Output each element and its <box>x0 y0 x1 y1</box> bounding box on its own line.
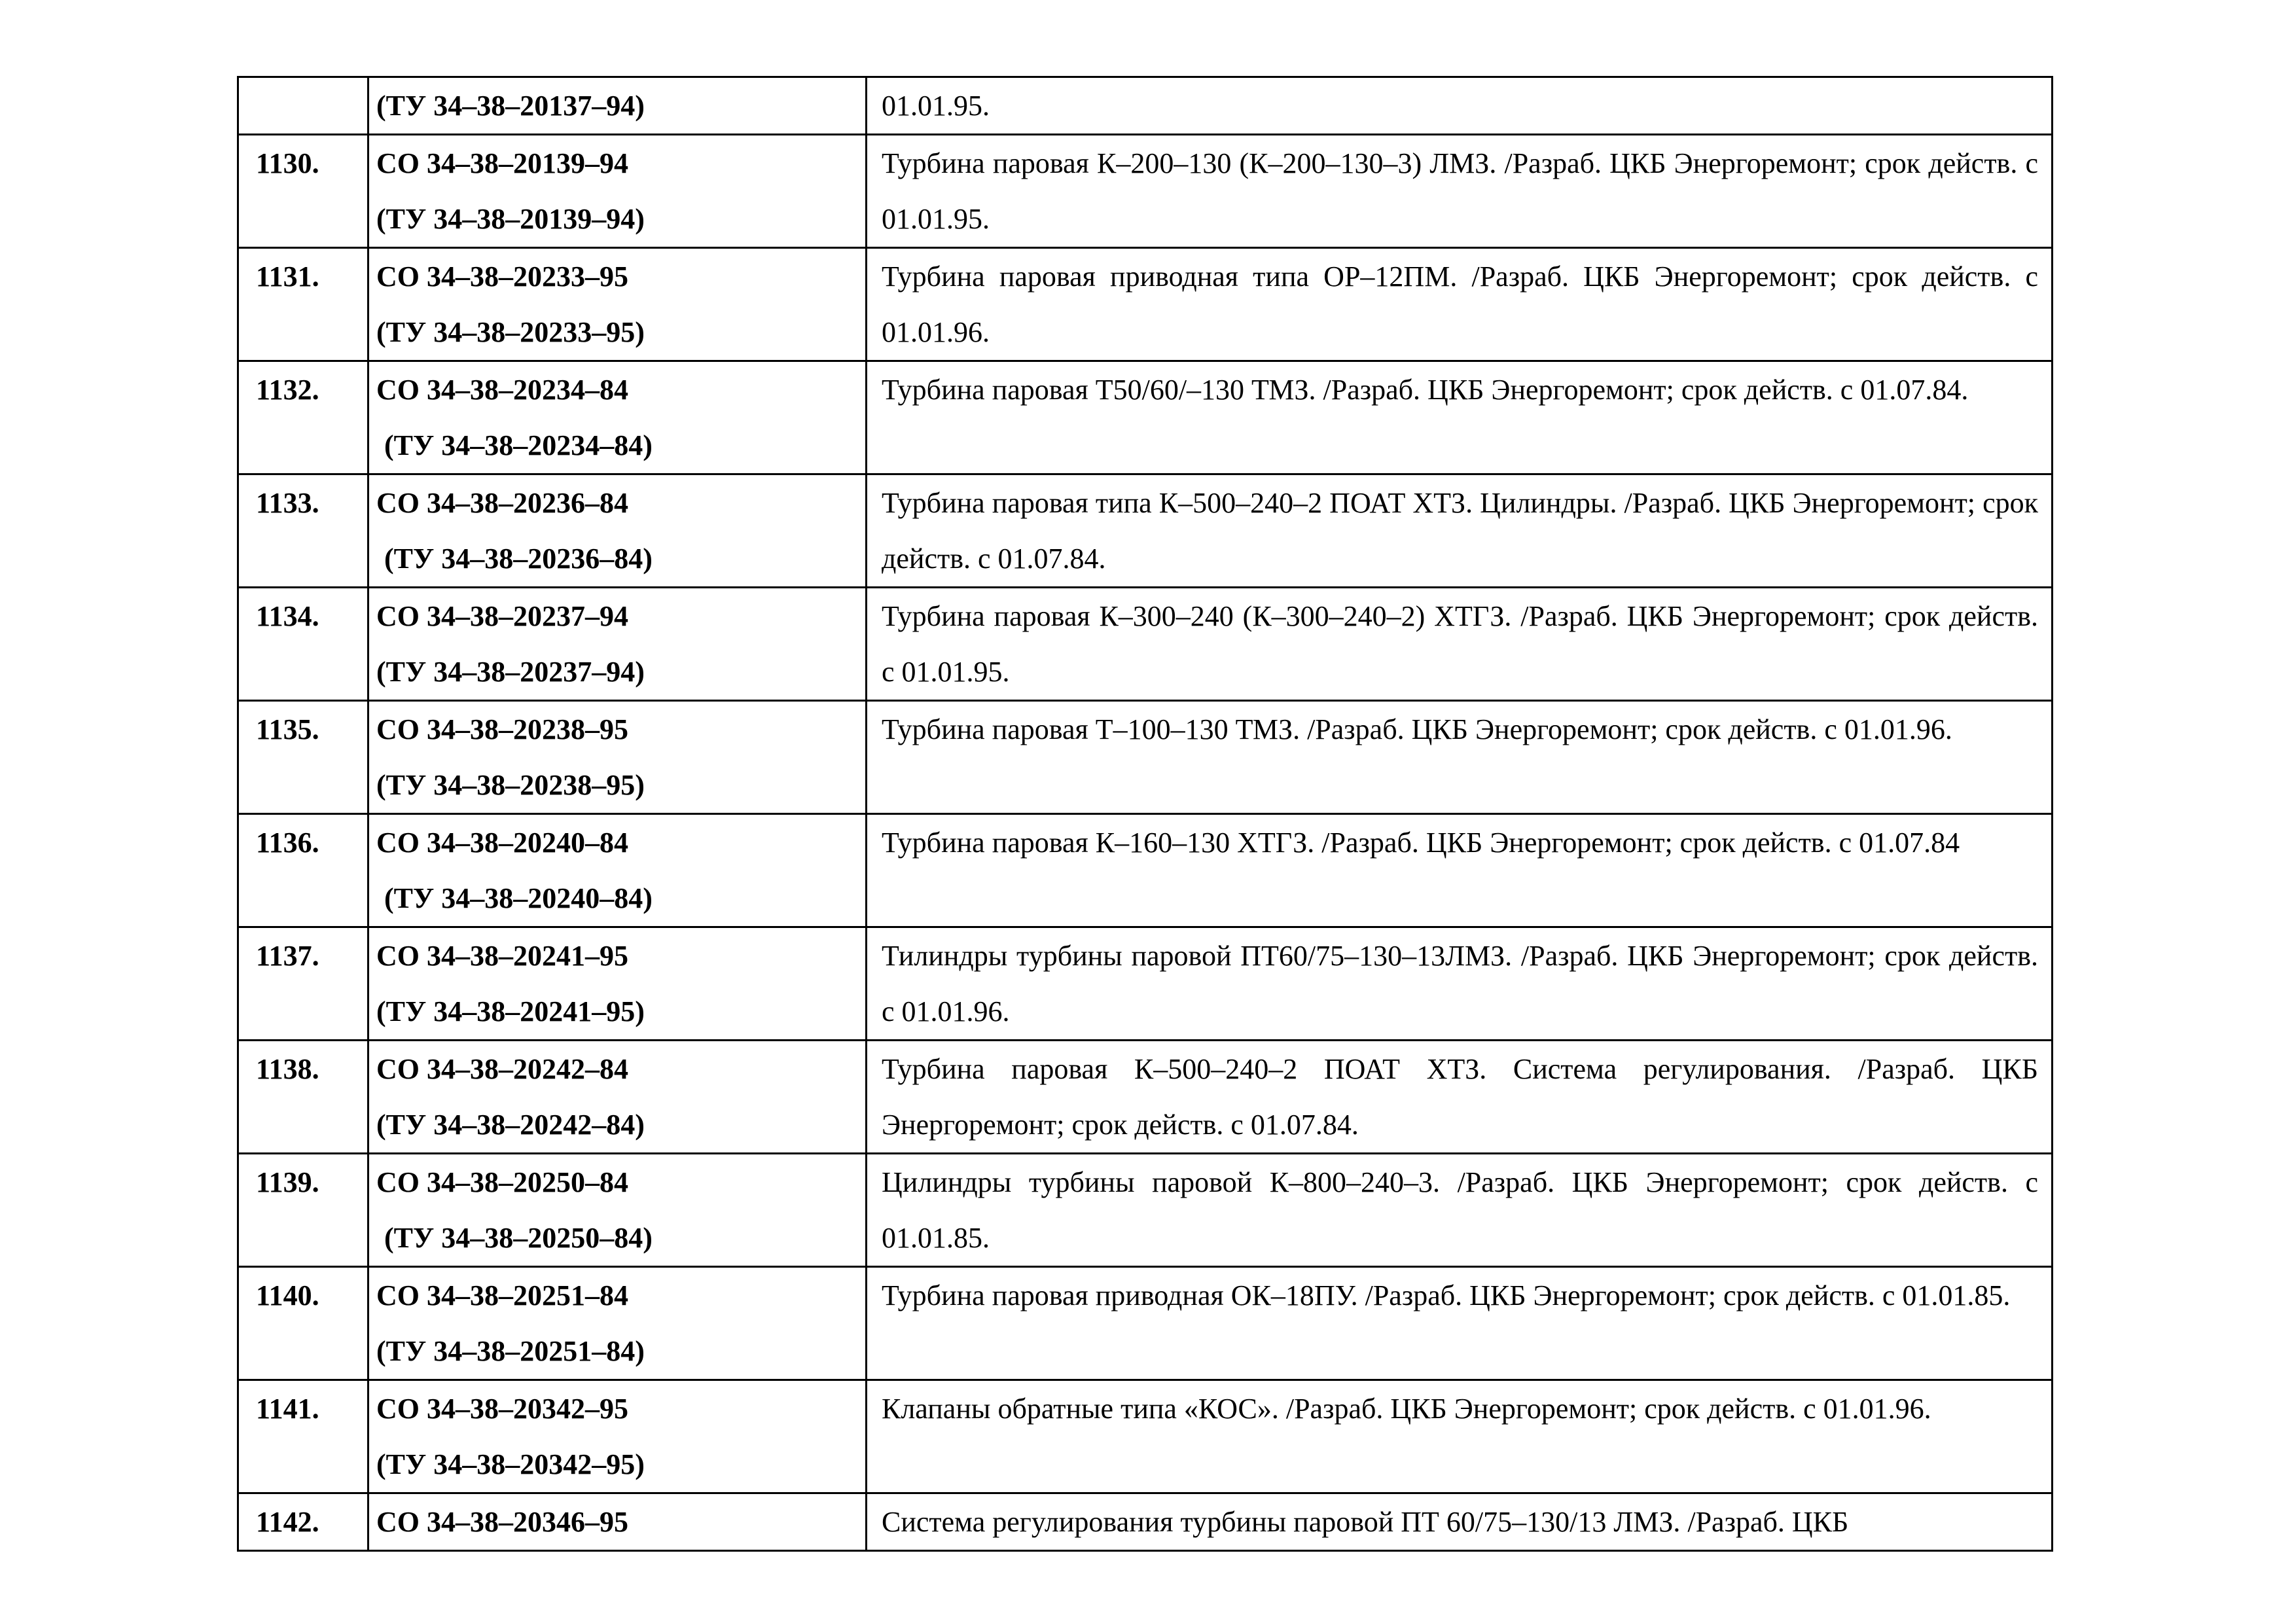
row-number: 1139. <box>238 1154 368 1267</box>
description-text: Клапаны обратные типа «КОС». /Разраб. ЦКБ Энергоремонт; срок действ. с 01.01.96. <box>882 1393 1931 1425</box>
so-code: СО 34–38–20241–95 <box>376 940 628 972</box>
table-row <box>238 1380 2053 1493</box>
standards-table <box>237 76 2053 1552</box>
row-number: 1138. <box>238 1041 368 1154</box>
description-text: Турбина паровая Т–100–130 ТМЗ. /Разраб. ЦКБ Энергоремонт; срок действ. с 01.01.96. <box>882 713 1952 745</box>
document-codes <box>368 588 867 701</box>
description-text: Турбина паровая Т50/60/–130 ТМЗ. /Разраб. ЦКБ Энергоремонт; срок действ. с 01.07.84. <box>882 374 1969 406</box>
so-code: СО 34–38–20236–84 <box>376 487 628 519</box>
description-text: Турбина паровая К–160–130 ХТГЗ. /Разраб. ЦКБ Энергоремонт; срок действ. с 01.07.84 <box>882 827 1960 859</box>
table-row <box>238 927 2053 1041</box>
table-row <box>238 248 2053 361</box>
document-codes <box>368 1380 867 1493</box>
table-row <box>238 1267 2053 1380</box>
table-row <box>238 77 2053 135</box>
document-description <box>867 588 2053 701</box>
row-number: 1141. <box>238 1380 368 1493</box>
so-code: СО 34–38–20346–95 <box>376 1506 628 1538</box>
document-codes <box>368 248 867 361</box>
document-description <box>867 248 2053 361</box>
description-text: 01.01.95. <box>882 90 990 122</box>
document-codes <box>368 1267 867 1380</box>
document-description <box>867 474 2053 588</box>
so-code: СО 34–38–20234–84 <box>376 374 628 406</box>
document-codes <box>368 814 867 927</box>
document-codes <box>368 77 867 135</box>
description-text: Турбина паровая К–200–130 (К–200–130–3) ЛМЗ. /Разраб. ЦКБ Энергоремонт; срок действ. с 01.01.95. <box>882 147 2038 235</box>
row-number: 1140. <box>238 1267 368 1380</box>
row-number: 1131. <box>238 248 368 361</box>
description-text: Турбина паровая К–300–240 (К–300–240–2) ХТГЗ. /Разраб. ЦКБ Энергоремонт; срок действ. с 01.01.95. <box>882 600 2038 688</box>
table-row <box>238 1041 2053 1154</box>
so-code: СО 34–38–20250–84 <box>376 1166 628 1198</box>
table-row <box>238 1493 2053 1551</box>
tu-code: (ТУ 34–38–20139–94) <box>376 203 645 235</box>
tu-code: (ТУ 34–38–20342–95) <box>376 1448 645 1480</box>
table-row <box>238 1154 2053 1267</box>
document-description <box>867 1493 2053 1551</box>
document-description <box>867 361 2053 474</box>
document-description <box>867 1380 2053 1493</box>
document-description <box>867 1041 2053 1154</box>
row-number: 1137. <box>238 927 368 1041</box>
so-code: СО 34–38–20139–94 <box>376 147 628 179</box>
row-number: 1133. <box>238 474 368 588</box>
tu-code: (ТУ 34–38–20241–95) <box>376 995 645 1027</box>
document-description <box>867 1154 2053 1267</box>
document-description <box>867 927 2053 1041</box>
row-number <box>238 77 368 135</box>
row-number: 1136. <box>238 814 368 927</box>
document-description <box>867 814 2053 927</box>
document-description <box>867 1267 2053 1380</box>
description-text: Турбина паровая типа К–500–240–2 ПОАТ ХТЗ. Цилиндры. /Разраб. ЦКБ Энергоремонт; срок действ. с 01.07.84. <box>882 487 2038 575</box>
description-text: Турбина паровая приводная ОК–18ПУ. /Разраб. ЦКБ Энергоремонт; срок действ. с 01.01.85. <box>882 1279 2011 1311</box>
document-description <box>867 701 2053 814</box>
tu-code: (ТУ 34–38–20250–84) <box>384 1222 653 1254</box>
tu-code: (ТУ 34–38–20242–84) <box>376 1109 645 1141</box>
document-codes <box>368 927 867 1041</box>
document-codes <box>368 135 867 248</box>
tu-code: (ТУ 34–38–20240–84) <box>384 882 653 914</box>
row-number: 1142. <box>238 1493 368 1551</box>
tu-code: (ТУ 34–38–20251–84) <box>376 1335 645 1367</box>
document-codes <box>368 1041 867 1154</box>
table-row <box>238 814 2053 927</box>
so-code: СО 34–38–20238–95 <box>376 713 628 745</box>
so-code: СО 34–38–20342–95 <box>376 1393 628 1425</box>
standards-table-body <box>238 77 2053 1551</box>
tu-code: (ТУ 34–38–20237–94) <box>376 656 645 688</box>
tu-code: (ТУ 34–38–20233–95) <box>376 316 645 348</box>
tu-code: (ТУ 34–38–20234–84) <box>384 429 653 461</box>
description-text: Турбина паровая К–500–240–2 ПОАТ ХТЗ. Система регулирования. /Разраб. ЦКБ Энергоремонт; срок действ. с 01.07.84. <box>882 1053 2038 1141</box>
document-codes <box>368 474 867 588</box>
so-code: СО 34–38–20237–94 <box>376 600 628 632</box>
tu-code: (ТУ 34–38–20137–94) <box>376 90 645 122</box>
description-text: Цилиндры турбины паровой К–800–240–3. /Разраб. ЦКБ Энергоремонт; срок действ. с 01.01.85. <box>882 1166 2038 1254</box>
row-number: 1135. <box>238 701 368 814</box>
row-number: 1130. <box>238 135 368 248</box>
document-codes <box>368 361 867 474</box>
document-description <box>867 135 2053 248</box>
tu-code: (ТУ 34–38–20238–95) <box>376 769 645 801</box>
table-row <box>238 588 2053 701</box>
description-text: Тилиндры турбины паровой ПТ60/75–130–13ЛМЗ. /Разраб. ЦКБ Энергоремонт; срок действ. с 01.01.96. <box>882 940 2038 1027</box>
so-code: СО 34–38–20240–84 <box>376 827 628 859</box>
row-number: 1132. <box>238 361 368 474</box>
description-text: Турбина паровая приводная типа ОР–12ПМ. /Разраб. ЦКБ Энергоремонт; срок действ. с 01.01.96. <box>882 260 2038 348</box>
description-text: Система регулирования турбины паровой ПТ 60/75–130/13 ЛМЗ. /Разраб. ЦКБ <box>882 1506 1849 1538</box>
document-codes <box>368 701 867 814</box>
document-codes <box>368 1493 867 1551</box>
tu-code: (ТУ 34–38–20236–84) <box>384 543 653 575</box>
so-code: СО 34–38–20242–84 <box>376 1053 628 1085</box>
table-row <box>238 474 2053 588</box>
so-code: СО 34–38–20251–84 <box>376 1279 628 1311</box>
table-row <box>238 701 2053 814</box>
table-row <box>238 361 2053 474</box>
table-row <box>238 135 2053 248</box>
row-number: 1134. <box>238 588 368 701</box>
so-code: СО 34–38–20233–95 <box>376 260 628 293</box>
document-description <box>867 77 2053 135</box>
document-codes <box>368 1154 867 1267</box>
